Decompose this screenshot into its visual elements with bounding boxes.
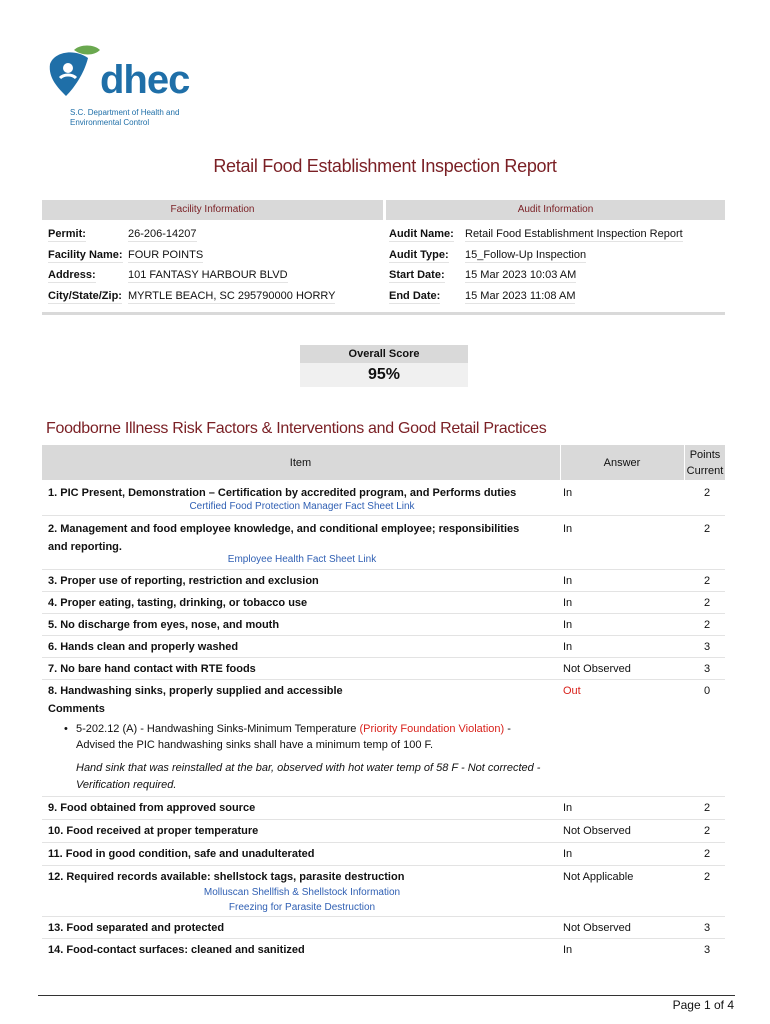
- table-row: [42, 636, 725, 658]
- row-answer: In: [563, 641, 573, 653]
- facility-label-city: [48, 289, 122, 304]
- facility-value-permit: 26-206-14207: [128, 228, 197, 240]
- row-item: 4. Proper eating, tasting, drinking, or tobacco use: [48, 597, 308, 609]
- row-points: 2: [703, 619, 711, 631]
- audit-label-start: [389, 268, 445, 283]
- row-points: 2: [703, 575, 711, 587]
- row-item: 1. PIC Present, Demonstration – Certification by accredited program, and Performs duties: [48, 487, 517, 499]
- table-row: [42, 516, 725, 570]
- table-row: [42, 480, 725, 516]
- audit-label: Audit Name:: [389, 228, 454, 240]
- comment-dash: -: [504, 723, 511, 735]
- report-title: Retail Food Establishment Inspection Report: [213, 156, 557, 176]
- table-row: [42, 843, 725, 866]
- row-answer: In: [563, 619, 573, 631]
- comments-label: Comments: [48, 703, 105, 715]
- page-number: Page 1 of 4: [672, 998, 734, 1012]
- row-answer: In: [563, 802, 573, 814]
- table-row: [42, 820, 725, 843]
- info-table: [42, 200, 725, 315]
- audit-value-type: 15_Follow-Up Inspection: [465, 249, 587, 261]
- logo-subtitle-line-1: S.C. Department of Health and: [70, 108, 180, 117]
- audit-label: Start Date:: [389, 269, 445, 281]
- table-row: [42, 797, 725, 820]
- table-row: [42, 592, 725, 614]
- table-row: [42, 614, 725, 636]
- row-answer: In: [563, 487, 573, 499]
- audit-label: End Date:: [389, 290, 441, 302]
- facility-label-name: [48, 248, 123, 263]
- row-item: 11. Food in good condition, safe and unadulterated: [48, 848, 315, 860]
- row-item: 3. Proper use of reporting, restriction and exclusion: [48, 575, 319, 587]
- facility-value-name: FOUR POINTS: [128, 249, 204, 261]
- row-points: 3: [703, 922, 711, 934]
- table-row: [42, 939, 725, 960]
- row-item: 10. Food received at proper temperature: [48, 825, 259, 837]
- row-points: 2: [703, 825, 711, 837]
- header-item: Item: [289, 456, 312, 469]
- audit-value-end: 15 Mar 2023 11:08 AM: [465, 290, 576, 302]
- logo-subtitle-line-2: Environmental Control: [70, 118, 150, 127]
- table-row: [42, 658, 725, 680]
- parasite-destruction-link[interactable]: Freezing for Parasite Destruction: [228, 902, 376, 913]
- audit-label: Audit Type:: [389, 249, 449, 261]
- header-points-line-1: Points: [689, 448, 721, 461]
- row-item: 6. Hands clean and properly washed: [48, 641, 239, 653]
- header-answer: Answer: [603, 456, 641, 469]
- row-item: 14. Food-contact surfaces: cleaned and sanitized: [48, 944, 305, 956]
- row-points: 2: [703, 871, 711, 883]
- table-row: [42, 917, 725, 939]
- facility-label: City/State/Zip:: [48, 290, 122, 302]
- comment-code: 5-202.12 (A) - Handwashing Sinks-Minimum Temperature: [76, 723, 360, 735]
- dhec-leaf-icon: [44, 44, 104, 114]
- header-points: [685, 445, 725, 480]
- audit-label-type: [389, 248, 449, 263]
- row-item: 12. Required records available: shellstock tags, parasite destruction: [48, 871, 405, 883]
- facility-label: Facility Name:: [48, 249, 123, 261]
- row-points: 3: [703, 944, 711, 956]
- audit-header: Audit Information: [386, 200, 725, 220]
- facility-value-city: MYRTLE BEACH, SC 295790000 HORRY: [128, 290, 336, 302]
- row-points: 2: [703, 487, 711, 499]
- row-points: 2: [703, 848, 711, 860]
- facility-row-permit: [48, 227, 86, 242]
- row-item: 5. No discharge from eyes, nose, and mouth: [48, 619, 280, 631]
- row-answer: In: [563, 523, 573, 535]
- section-title: Foodborne Illness Risk Factors & Interventions and Good Retail Practices: [46, 420, 547, 437]
- facility-label: Permit:: [48, 228, 86, 240]
- row-points: 2: [703, 802, 711, 814]
- row-answer: In: [563, 944, 573, 956]
- audit-value-name: Retail Food Establishment Inspection Report: [465, 228, 683, 240]
- row-item: 2. Management and food employee knowledge, and conditional employee; responsibilities and reporting.: [48, 523, 520, 553]
- logo-wordmark: dhec: [100, 58, 190, 102]
- audit-label-end: [389, 289, 440, 304]
- comment-note: [76, 760, 566, 794]
- table-row-violation: [42, 680, 725, 797]
- audit-label-name: [389, 227, 454, 242]
- facility-value-address: 101 FANTASY HARBOUR BLVD: [128, 269, 288, 281]
- facility-header: Facility Information: [42, 200, 383, 220]
- row-points: 0: [703, 685, 711, 697]
- row-answer: Not Applicable: [563, 871, 634, 883]
- employee-health-link[interactable]: Employee Health Fact Sheet Link: [227, 554, 377, 565]
- table-header: [42, 445, 725, 480]
- comment-note-line-1: Hand sink that was reinstalled at the bar, observed with hot water temp of 58 F - Not corrected -: [76, 762, 541, 774]
- comment-bullet: •: [64, 723, 68, 735]
- row-item: 7. No bare hand contact with RTE foods: [48, 663, 256, 675]
- comment-note-line-2: Verification required.: [76, 779, 177, 791]
- row-points: 2: [703, 523, 711, 535]
- footer-divider: [38, 995, 735, 996]
- logo-subtitle: [70, 108, 179, 128]
- audit-value-start: 15 Mar 2023 10:03 AM: [465, 269, 577, 281]
- violation-type: (Priority Foundation Violation): [359, 723, 505, 735]
- row-answer: Not Observed: [563, 825, 631, 837]
- row-answer: Not Observed: [563, 663, 631, 675]
- cfpm-fact-sheet-link[interactable]: Certified Food Protection Manager Fact Sheet Link: [189, 501, 415, 512]
- row-item: 9. Food obtained from approved source: [48, 802, 256, 814]
- overall-score-value: 95%: [300, 363, 468, 387]
- molluscan-shellfish-link[interactable]: Molluscan Shellfish & Shellstock Information: [203, 887, 401, 898]
- table-row: [42, 570, 725, 592]
- row-points: 3: [703, 663, 711, 675]
- row-points: 2: [703, 597, 711, 609]
- facility-label-address: [48, 268, 96, 283]
- comment-line-2: Advised the PIC handwashing sinks shall have a minimum temp of 100 F.: [76, 739, 434, 751]
- row-answer-out: Out: [563, 685, 581, 697]
- row-answer: In: [563, 597, 573, 609]
- dhec-logo: [44, 44, 214, 134]
- table-row: [42, 866, 725, 917]
- row-answer: In: [563, 575, 573, 587]
- overall-score-box: [300, 345, 468, 387]
- practices-table: [42, 445, 725, 960]
- row-answer: Not Observed: [563, 922, 631, 934]
- row-answer: In: [563, 848, 573, 860]
- header-points-line-2: Current: [686, 464, 724, 477]
- row-points: 3: [703, 641, 711, 653]
- row-item: 8. Handwashing sinks, properly supplied and accessible: [48, 685, 343, 697]
- overall-score-label: Overall Score: [300, 345, 468, 363]
- row-item: 13. Food separated and protected: [48, 922, 225, 934]
- facility-label: Address:: [48, 269, 96, 281]
- comment-text: [76, 721, 566, 753]
